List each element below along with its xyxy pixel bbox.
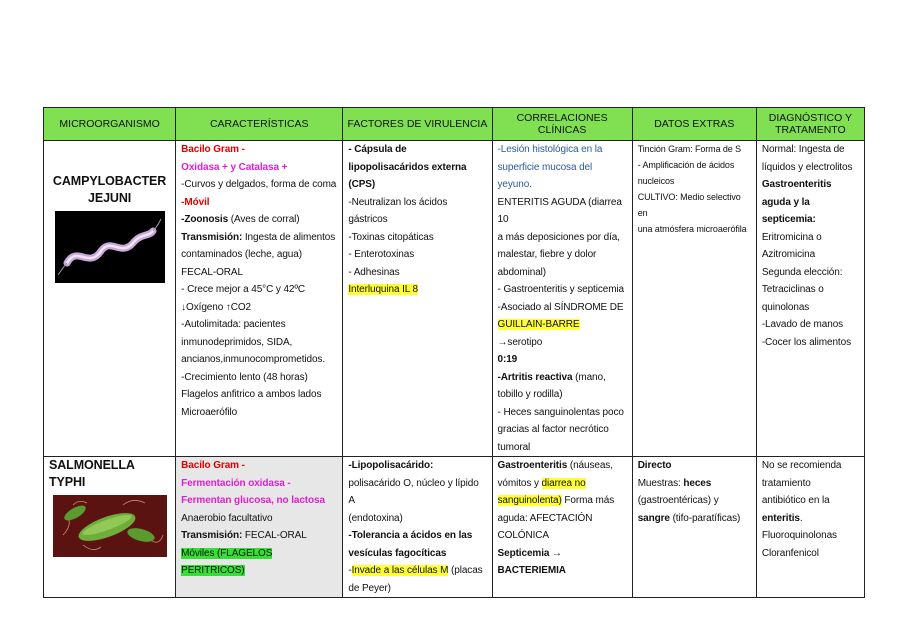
header-diagnostico: DIAGNÓSTICO Y TRATAMENTO xyxy=(756,108,864,141)
campylobacter-image xyxy=(55,211,165,283)
salmonella-image xyxy=(53,495,167,557)
cell-correlaciones: -Lesión histológica en la superficie mucosa del yeyuno. ENTERITIS AGUDA (diarrea 10 a más deposiciones por día, malestar, fiebre y dolor abdominal) - Gastroenteritis y septicemia -Asociado al SÍNDROME DE GUILLAIN-BARRE →serotipo 0:19 -Artritis reactiva (mano, tobillo y rodilla) - Heces sanguinolentas poco gracias al factor necrótico tumoral xyxy=(492,141,632,457)
table-row-salmonella xyxy=(44,457,865,598)
header-correlaciones: CORRELACIONES CLÍNICAS xyxy=(492,108,632,141)
microorganism-table xyxy=(43,107,865,598)
cell-correlaciones: Gastroenteritis (náuseas, vómitos y diarrea no sanguinolenta) Forma más aguda: AFECTACIÓN COLÓNICA Septicemia → BACTERIEMIA xyxy=(492,457,632,598)
table-row-campylobacter xyxy=(44,141,865,457)
header-caracteristicas: CARACTERÍSTICAS xyxy=(176,108,343,141)
header-factores-virulencia: FACTORES DE VIRULENCIA xyxy=(343,108,492,141)
cell-microorganism xyxy=(44,141,176,457)
cell-caracteristicas: Bacilo Gram - Oxidasa + y Catalasa + -Curvos y delgados, forma de coma -Móvil -Zoonosis (Aves de corral) Transmisión: Ingesta de alimentos contaminados (leche, agua) FECAL-ORAL - Crece mejor a 45°C y 42ºC ↓Oxígeno ↑CO2 -Autolimitada: pacientes inmunodeprimidos, SIDA, ancianos,inmunocomprometidos. -Crecimiento lento (48 horas) Flagelos anfitrico a ambos lados Microaerófilo xyxy=(176,141,343,457)
cell-virulencia: -Lipopolisacárido: polisacárido O, núcleo y lípido A (endotoxina) -Tolerancia a ácidos en las vesículas fagocíticas -Invade a las células M (placas de Peyer) xyxy=(343,457,492,598)
cell-datos-extras: Tinción Gram: Forma de S - Amplificación de ácidos nucleicos CULTIVO: Medio selectivo en una atmósfera microaerófila xyxy=(632,141,756,457)
cell-diagnostico: No se recomienda tratamiento antibiótico en la enteritis. Fluoroquinolonas Cloranfenicol xyxy=(756,457,864,598)
cell-caracteristicas: Bacilo Gram - Fermentación oxidasa - Fermentan glucosa, no lactosa Anaerobio facultativo Transmisión: FECAL-ORAL Móviles (FLAGELOS PERITRICOS) xyxy=(176,457,343,598)
header-microorganismo: MICROORGANISMO xyxy=(44,108,176,141)
cell-diagnostico: Normal: Ingesta de líquidos y electrolitos Gastroenteritis aguda y la septicemia: Eritromicina o Azitromicina Segunda elección: Tetraciclinas o quinolonas -Lavado de manos -Cocer los alimentos xyxy=(756,141,864,457)
cell-datos-extras: Directo Muestras: heces (gastroentéricas) y sangre (tifo-paratíficas) xyxy=(632,457,756,598)
header-row xyxy=(44,108,865,141)
organism-name: CAMPYLOBACTER JEJUNI xyxy=(52,174,167,205)
cell-virulencia: - Cápsula de lipopolisacáridos externa (CPS) -Neutralizan los ácidos gástricos -Toxinas citopáticas - Enterotoxinas - Adhesinas Interluquina IL 8 xyxy=(343,141,492,457)
cell-microorganism xyxy=(44,457,176,598)
header-datos-extras: DATOS EXTRAS xyxy=(632,108,756,141)
organism-name: SALMONELLA TYPHI xyxy=(49,458,135,489)
